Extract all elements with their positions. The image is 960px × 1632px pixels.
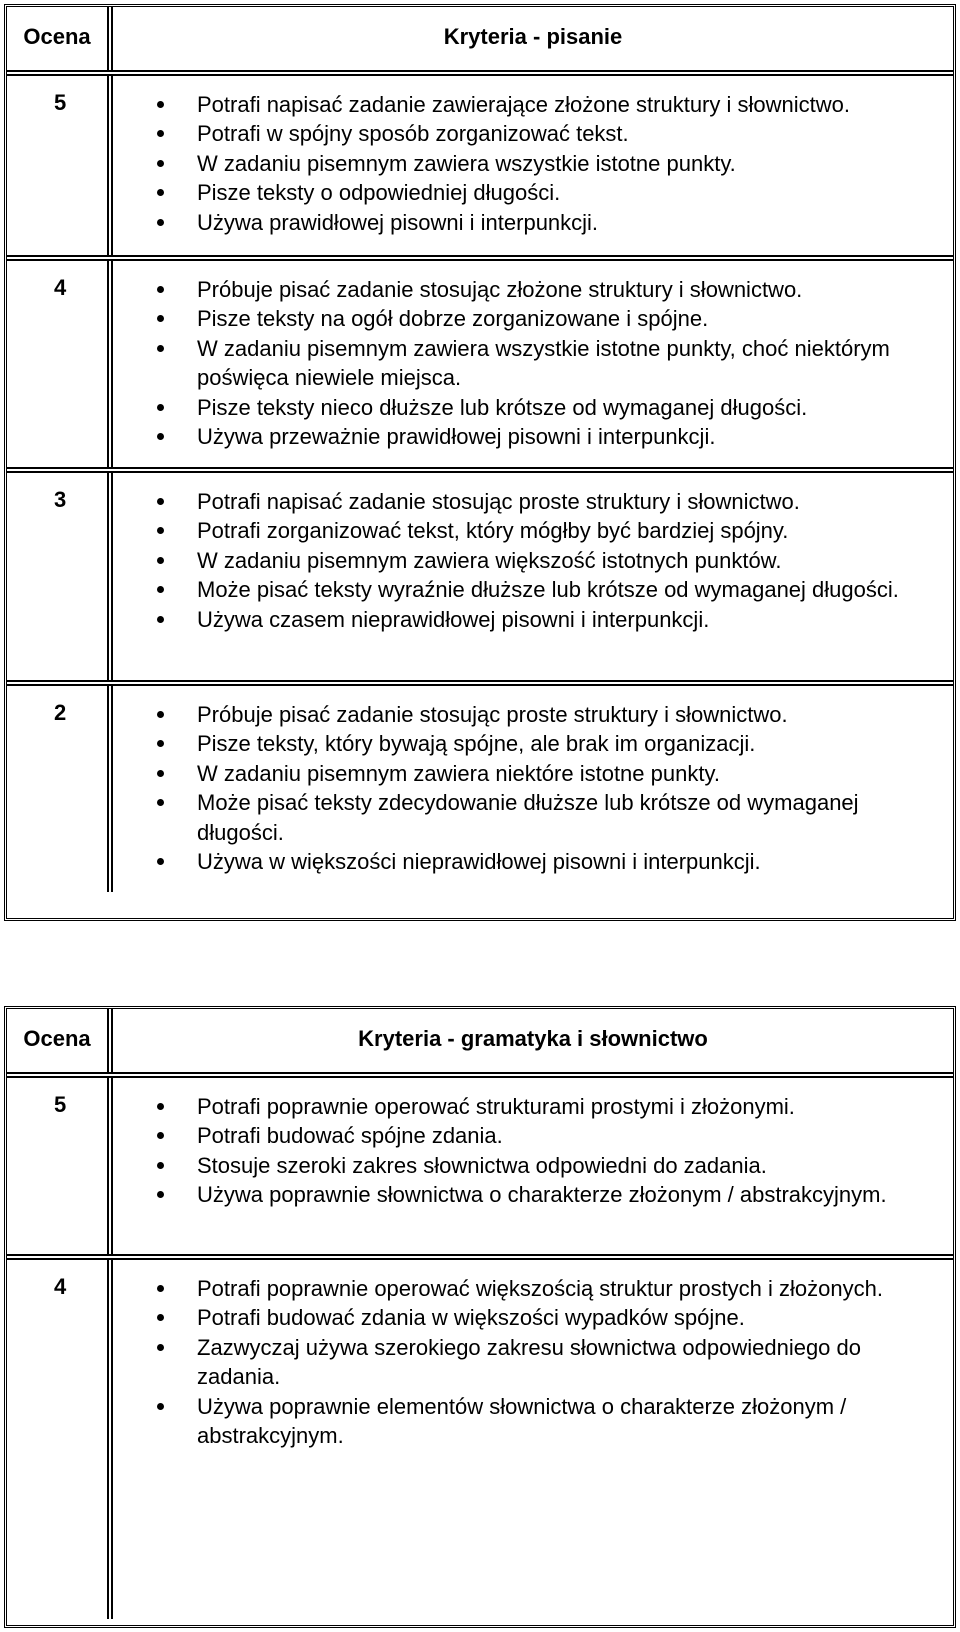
criteria-item: Stosuje szeroki zakres słownictwa odpowiedni do zadania. [113, 1151, 943, 1180]
criteria-list [113, 261, 953, 451]
criteria-item: Używa w większości nieprawidłowej pisowni i interpunkcji. [113, 847, 943, 876]
criteria-item: Potrafi budować spójne zdania. [113, 1121, 943, 1150]
grade-value: 4 [7, 261, 113, 467]
table-header-row [7, 1009, 953, 1072]
grade-value: 5 [7, 1078, 113, 1254]
criteria-item: Używa poprawnie słownictwa o charakterze złożonym / abstrakcyjnym. [113, 1180, 943, 1209]
criteria-column-header: Kryteria - pisanie [443, 24, 623, 49]
grade-value: 3 [7, 473, 113, 680]
criteria-item: Potrafi w spójny sposób zorganizować tekst. [113, 119, 943, 148]
criteria-item: Potrafi zorganizować tekst, który mógłby być bardziej spójny. [113, 516, 943, 545]
criteria-item: Próbuje pisać zadanie stosując proste struktury i słownictwo. [113, 700, 943, 729]
criteria-item: Potrafi poprawnie operować większością struktur prostych i złożonych. [113, 1274, 943, 1303]
criteria-item: Używa prawidłowej pisowni i interpunkcji. [113, 208, 943, 237]
grade-column-header: Ocena [7, 7, 113, 70]
grammar-vocabulary-criteria-table [4, 1006, 956, 1628]
criteria-list [113, 473, 953, 634]
criteria-list [113, 76, 953, 237]
grade-row-2 [7, 680, 953, 892]
criteria-item: Używa przeważnie prawidłowej pisowni i interpunkcji. [113, 422, 943, 451]
criteria-item: Potrafi napisać zadanie stosując proste struktury i słownictwo. [113, 487, 943, 516]
criteria-item: Próbuje pisać zadanie stosując złożone struktury i słownictwo. [113, 275, 943, 304]
criteria-item: W zadaniu pisemnym zawiera niektóre istotne punkty. [113, 759, 943, 788]
grade-row-4 [7, 1254, 953, 1619]
criteria-item: W zadaniu pisemnym zawiera wszystkie istotne punkty, choć niektórym poświęca niewiele miejsca. [113, 334, 943, 393]
grade-value: 2 [7, 686, 113, 892]
criteria-item: Potrafi poprawnie operować strukturami prostymi i złożonymi. [113, 1092, 943, 1121]
grade-value: 4 [7, 1260, 113, 1619]
criteria-item: W zadaniu pisemnym zawiera wszystkie istotne punkty. [113, 149, 943, 178]
criteria-item: W zadaniu pisemnym zawiera większość istotnych punktów. [113, 546, 943, 575]
criteria-item: Pisze teksty o odpowiedniej długości. [113, 178, 943, 207]
criteria-list [113, 1078, 953, 1210]
criteria-item: Pisze teksty na ogół dobrze zorganizowane i spójne. [113, 304, 943, 333]
grade-row-5 [7, 1072, 953, 1254]
writing-criteria-table [4, 4, 956, 921]
grade-row-3 [7, 467, 953, 680]
criteria-list [113, 1260, 953, 1450]
grade-column-header: Ocena [7, 1009, 113, 1072]
criteria-item: Może pisać teksty wyraźnie dłuższe lub krótsze od wymaganej długości. [113, 575, 943, 604]
grade-row-5 [7, 70, 953, 255]
criteria-item: Używa poprawnie elementów słownictwa o charakterze złożonym / abstrakcyjnym. [113, 1392, 943, 1451]
table-header-row [7, 7, 953, 70]
criteria-item: Może pisać teksty zdecydowanie dłuższe lub krótsze od wymaganej długości. [113, 788, 943, 847]
grade-row-4 [7, 255, 953, 467]
criteria-item: Potrafi budować zdania w większości wypadków spójne. [113, 1303, 943, 1332]
criteria-item: Pisze teksty, który bywają spójne, ale brak im organizacji. [113, 729, 943, 758]
criteria-item: Używa czasem nieprawidłowej pisowni i interpunkcji. [113, 605, 943, 634]
criteria-column-header: Kryteria - gramatyka i słownictwo [358, 1026, 708, 1051]
grade-value: 5 [7, 76, 113, 255]
criteria-item: Potrafi napisać zadanie zawierające złożone struktury i słownictwo. [113, 90, 943, 119]
criteria-list [113, 686, 953, 876]
criteria-item: Pisze teksty nieco dłuższe lub krótsze od wymaganej długości. [113, 393, 943, 422]
criteria-item: Zazwyczaj używa szerokiego zakresu słownictwa odpowiedniego do zadania. [113, 1333, 943, 1392]
